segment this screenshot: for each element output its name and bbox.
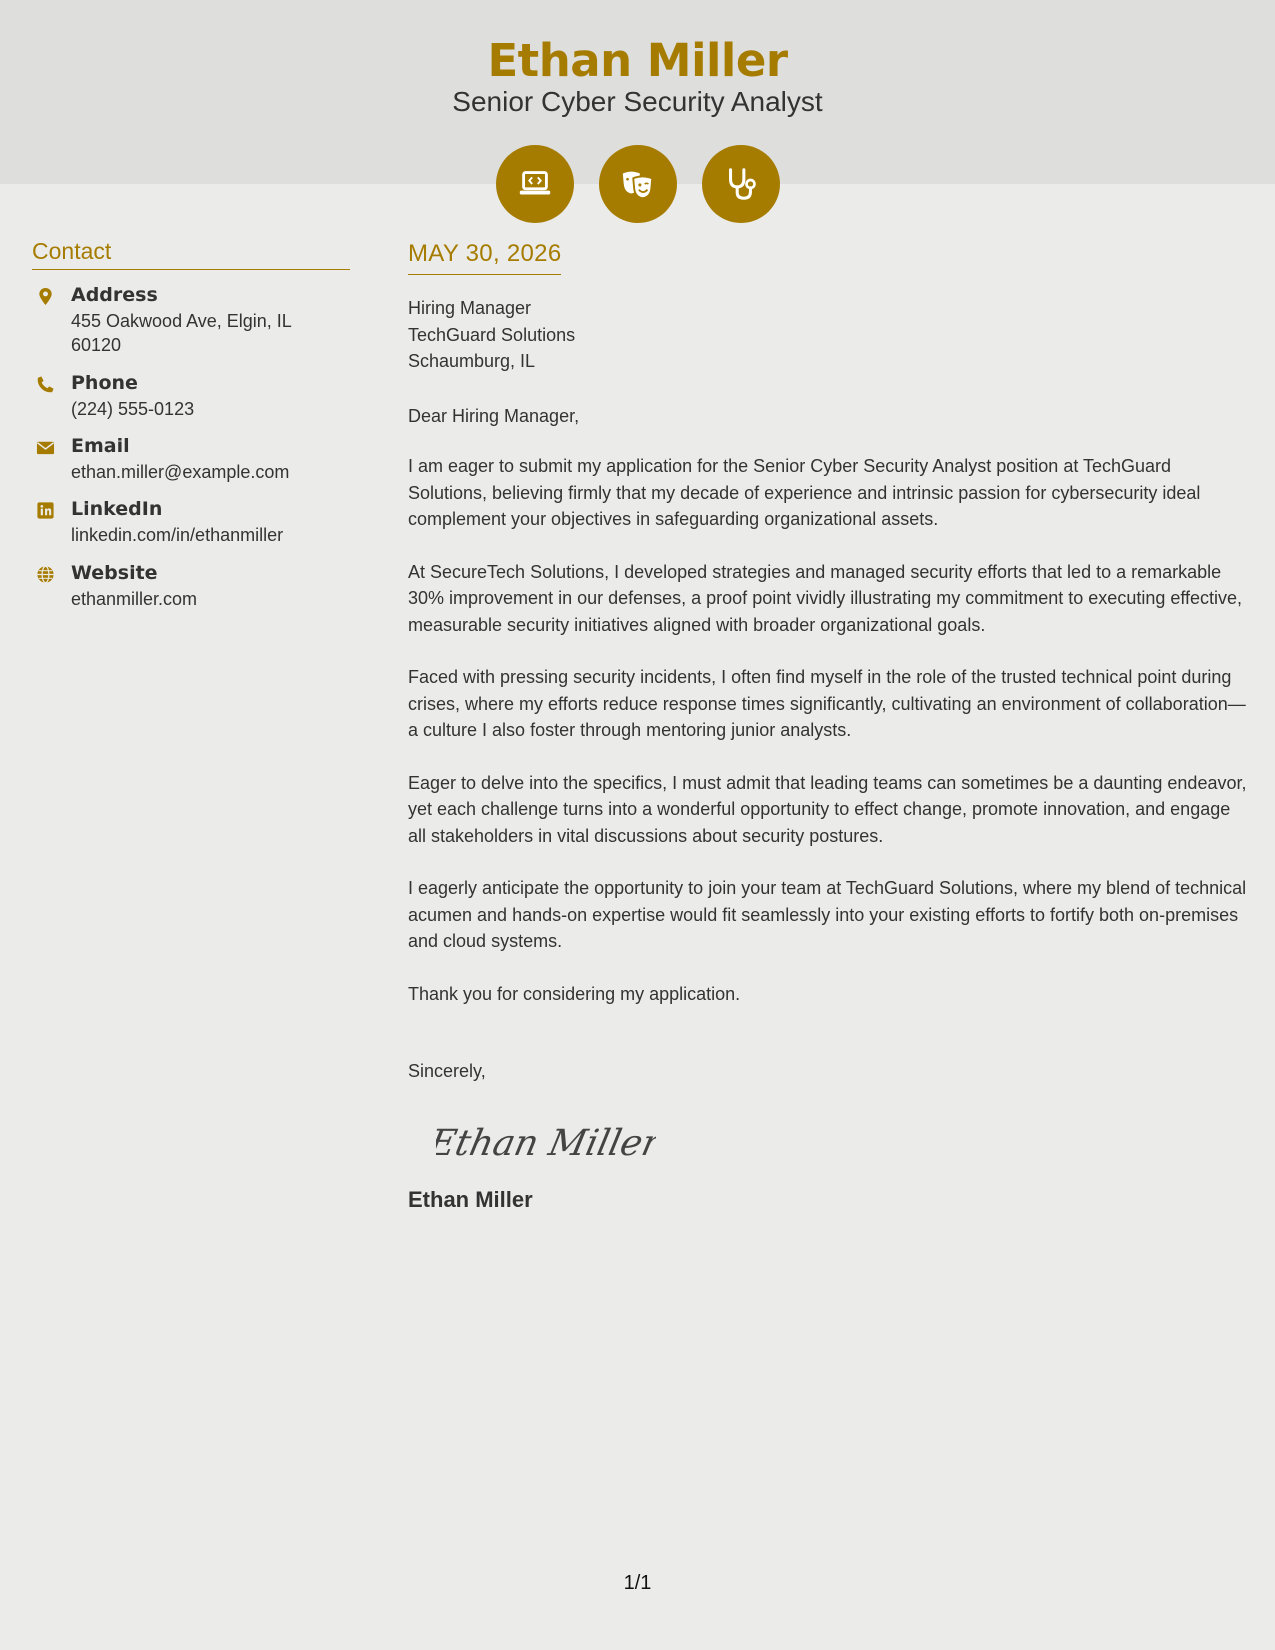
globe-icon — [32, 563, 58, 585]
phone-label: Phone — [71, 372, 138, 394]
email-label: Email — [71, 435, 130, 457]
paragraph: Thank you for considering my application. — [408, 983, 741, 1004]
contact-heading: Contact — [32, 238, 350, 270]
address-label: Address — [71, 284, 158, 306]
closing: Sincerely, — [408, 1061, 486, 1081]
letter-date: MAY 30, 2026 — [408, 240, 561, 275]
stethoscope-icon — [702, 145, 780, 223]
header-icons — [496, 145, 780, 223]
recipient-line: Hiring Manager — [408, 298, 532, 318]
laptop-code-icon — [496, 145, 574, 223]
linkedin-label: LinkedIn — [71, 498, 163, 520]
phone-value: (224) 555-0123 — [71, 399, 195, 419]
handwritten-signature — [436, 1113, 1248, 1173]
linkedin-icon — [32, 499, 58, 521]
signed-name: Ethan Miller — [408, 1186, 533, 1212]
email-value[interactable]: ethan.miller@example.com — [71, 462, 290, 482]
job-title: Senior Cyber Security Analyst — [452, 86, 823, 117]
paragraph: At SecureTech Solutions, I developed strategies and managed security efforts that led to a remarkable 30% improvement in our defenses, a proof point vividly illustrating my commitment to executing effective, measurable security initiatives aligned with broader organizational goals. — [408, 561, 1243, 635]
letter-body — [408, 240, 1248, 1213]
website-value[interactable]: ethanmiller.com — [71, 589, 198, 609]
theater-masks-icon — [599, 145, 677, 223]
paragraph: Faced with pressing security incidents, I often find myself in the role of the trusted technical point during crises, where my efforts reduce response times significantly, cultivating an environment of collaboration—a culture I also foster through mentoring junior analysts. — [408, 667, 1246, 740]
phone-icon — [32, 373, 58, 395]
website-label: Website — [71, 562, 158, 584]
linkedin-value[interactable]: linkedin.com/in/ethanmiller — [71, 525, 284, 545]
envelope-icon — [32, 436, 58, 458]
page-number: 1/1 — [623, 1572, 652, 1594]
candidate-name: Ethan Miller — [487, 34, 788, 87]
signature-text: Ethan Miller — [436, 1120, 656, 1164]
recipient-block — [408, 295, 1248, 375]
salutation: Dear Hiring Manager, — [408, 405, 580, 426]
address-value: 455 Oakwood Ave, Elgin, IL 60120 — [71, 311, 292, 355]
map-marker-icon — [32, 285, 58, 307]
paragraph: Eager to delve into the specifics, I must admit that leading teams can sometimes be a daunting endeavor, yet each challenge turns into a wonderful opportunity to effect change, promote innovation, and engage all stakeholders in vital discussions about security postures. — [408, 772, 1247, 846]
paragraph: I eagerly anticipate the opportunity to join your team at TechGuard Solutions, where my blend of technical acumen and hands-on expertise would fit seamlessly into your existing efforts to fortify both on-premises and cloud systems. — [408, 878, 1247, 951]
paragraph: I am eager to submit my application for the Senior Cyber Security Analyst position at TechGuard Solutions, believing firmly that my decade of experience and intrinsic passion for cybersecurity ideal complement your objectives in safeguarding organizational assets. — [408, 456, 1201, 529]
recipient-line: TechGuard Solutions — [408, 324, 576, 345]
recipient-line: Schaumburg, IL — [408, 351, 536, 371]
